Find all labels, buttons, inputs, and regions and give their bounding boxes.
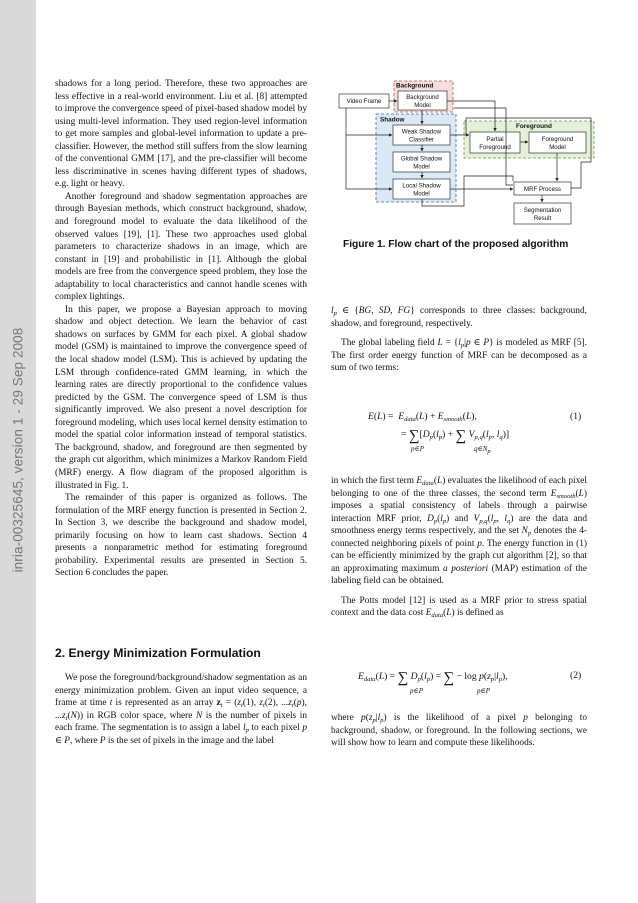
hal-identifier: inria-00325645, version 1 - 29 Sep 2008 [10,327,26,573]
equation-1-line-2: = $\sum[D_p(l_p)$ + ∑ $V_{p,q}(l_p$, $l_q$)] [401,428,510,444]
right-column-top [331,305,587,375]
foreground-group-label: Foreground [516,123,552,130]
svg-text:Foreground: Foreground [541,136,574,143]
paragraph-4: The remainder of this paper is organized as follows. The formulation of the MRF energy function is presented in Section 2. In Section 3, we describe the background and shadow model, primarily focusing on how to learn cast shadows. Section 4 presents a nonparametric method for estimating foreground probability. Experimental results are presented in Section 5. Section 6 concludes the paper. [55,493,307,579]
background-group-label: Background [396,82,434,90]
equation-1-number: (1) [570,411,582,422]
section-heading: 2. Energy Minimization Formulation [55,646,261,660]
svg-text:Model: Model [414,102,431,109]
svg-text:Model: Model [413,163,430,171]
global-labeling-paragraph: The global labeling field $L = \{l_p|p$ ∈ P} is modeled as MRF [5]. The first order energy function of MRF can be decomposed as a sum of two terms: [331,338,587,374]
likelihood-paragraph: where $p(z_p|l_p)$ is the likelihood of a pixel p belonging to background, shadow, or foreground. In the following sections, we will show how to learn and compute these likelihoods. [331,713,587,749]
svg-text:Weak Shadow: Weak Shadow [401,128,442,136]
svg-text:Model: Model [549,144,566,151]
label-set-paragraph: $l_p$ ∈ {BG, SD, FG} corresponds to three classes: background, shadow, and foreground, respectively. [331,306,587,329]
equation-2-sum-index-2: p∈P [477,687,490,695]
paragraph-1: shadows for a long period. Therefore, these two approaches are less effective in a real-world environment. Liu et al. [8] attempted to improve the convergence speed of pixel-based shadow model by using multi-level information. They used region-level information to get more samples and global-level information to update a pre-classifier. However, the method still suffers from the slow learning of the conventional GMM [17], and the pre-classifier will become less discriminative in scenes having different types of shadows, e.g. light or heavy. [55,79,307,190]
svg-text:Background: Background [406,94,439,101]
equation-1-sum-index-1: p∈P [411,445,424,453]
figure-caption: Figure 1. Flow chart of the proposed algorithm [343,239,569,250]
svg-text:Classifier: Classifier [408,136,435,144]
potts-model-paragraph: The Potts model [12] is used as a MRF prior to stress spatial context and the data cost $E_{data}(L)$ is defined as [331,595,587,620]
paragraph-3: In this paper, we propose a Bayesian approach to moving shadow and object detection. We learn the behavior of cast shadows on surfaces by GMM for each pixel. A global shadow model (GSM) is maintained to improve the convergence speed of the local shadow model (LSM). This is achieved by updating the LSM through confidence-rated GMM learning, in which the learning rates are directly proportional to the confidence values predicted by the GSM. The convergence speed of LSM is thus significantly improved. We also present a novel description for foreground modeling, which uses local kernel density estimation to model the spatial color information instead of temporal statistics. The background, shadow, and foreground are then segmented by the graph cut algorithm, which minimizes a Markov Random Field (MRF) energy. A flow diagram of the proposed algorithm is illustrated in Fig. 1. [55,304,307,491]
equation-2-sum-index-1: p∈P [410,687,423,695]
right-column-bottom [331,712,587,750]
svg-text:Result: Result [533,215,552,222]
energy-terms-paragraph: in which the first term $E_{data}(L)$ evaluates the likelihood of each pixel belonging to one of the three classes, the second term $E_{smooth}(L)$ imposes a spatial consistency of labels through a pairwise interaction MRF prior, $D_p(l_p)$ and $V_{p,q}(l_p$, $l_q$) are the data and smoothness energy terms respectively, and the set $N_p$ denotes the 4-connected neighboring pixels of point p. The energy function in (1) can be efficiently minimized by the graph cut algorithm [2], so that an approximating maximum a posteriori (MAP) estimation of the labeling field can be obtained. [331,476,588,587]
arxiv-sidebar [0,0,36,903]
right-column-middle [331,475,587,620]
svg-text:Model: Model [413,190,430,198]
equation-1-sum-index-2: $q\in N_p$ [474,445,491,455]
left-column [55,78,307,580]
svg-text:MRF Process: MRF Process [524,186,561,193]
svg-text:Foreground: Foreground [479,144,511,151]
equation-2-number: (2) [570,670,582,681]
svg-text:Global Shadow: Global Shadow [400,155,443,163]
paragraph-5: We pose the foreground/background/shadow segmentation as an energy minimization problem. Given an input video sequence, a frame at time t is represented as an array $z_t = (z_t(1)$, $z_t(2)$, $...z_t(p)$, $...z_t(N)$) in RGB color space, where N is the number of pixels in each frame. The segmentation is to assign a label $l_p$ to each pixel p ∈ P, where P is the set of pixels in the image and the label [55,673,308,746]
svg-text:Segmentation: Segmentation [523,207,562,214]
section-2-text [55,672,307,747]
svg-text:Partial: Partial [486,136,504,143]
svg-text:Local Shadow: Local Shadow [402,182,441,190]
shadow-group-label: Shadow [380,116,405,124]
flow-chart [336,78,598,228]
equation-2: $E_{data}(L)$ = ∑ $D_p(l_p)$ = ∑ − $\log p(z_p|l_p)$, [358,670,508,686]
svg-text:Video Frame: Video Frame [346,98,382,105]
equation-1-line-1: $E(L) = E_{data}(L) + E_{smooth}(L)$, [368,411,477,423]
paragraph-2: Another foreground and shadow segmentation approaches are through Bayesian methods, which construct background, shadow, and foreground model to evaluate the data likelihood of the observed values [19], [1]. These two approaches used global parameters to characterize shadows in an image, which are constant in [19] and probabilistic in [1]. Although the global models are free from the convergence speed problem, they lose the adaptability to local characteristics and cannot handle scenes with complex lightings. [55,191,307,303]
